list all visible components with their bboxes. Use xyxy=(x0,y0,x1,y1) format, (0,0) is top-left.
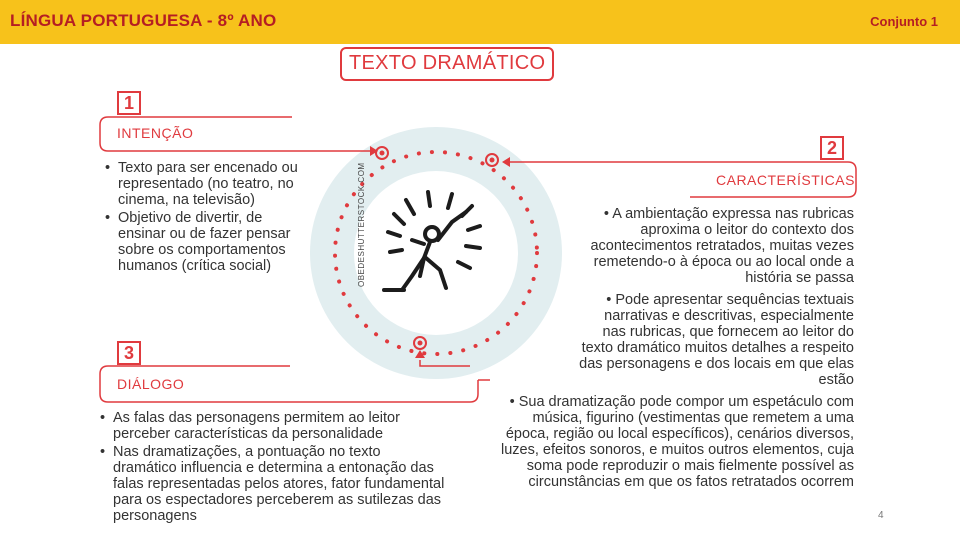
section-1-number: 1 xyxy=(117,91,141,115)
section-2-bullet: • Pode apresentar sequências textuais narrativas e descritivas, especialmente nas rubricas, que fornecem ao leitor do texto dramático muitos detalhes a respeito das personagens e dos locais em que elas estão xyxy=(579,292,854,388)
section-2-heading: CARACTERÍSTICAS xyxy=(716,172,855,188)
page-title: TEXTO DRAMÁTICO xyxy=(349,52,546,74)
inner-circle xyxy=(354,171,518,335)
section-3-heading: DIÁLOGO xyxy=(117,376,185,392)
section-2-number: 2 xyxy=(820,136,844,160)
section-1-text xyxy=(103,160,301,276)
section-2-bullet-text: A ambientação expressa nas rubricas aproxima o leitor do contexto dos acontecimentos retratados, muitas vezes remetendo-o à época ou ao local onde a história se passa xyxy=(590,206,854,286)
section-3-bullet: • As falas das personagens permitem ao leitor perceber características da personalidade xyxy=(98,410,448,442)
section-2-bullet-text: Pode apresentar sequências textuais narrativas e descritivas, especialmente nas rubricas, que fornecem ao leitor do texto dramático muitos detalhes a respeito das personagens e dos locais em que elas estão xyxy=(579,292,854,388)
section-1-heading: INTENÇÃO xyxy=(117,125,194,141)
subject-title: LÍNGUA PORTUGUESA - 8º ANO xyxy=(10,11,277,30)
section-3-number: 3 xyxy=(117,341,141,365)
section-3-text xyxy=(98,410,448,526)
section-2-bullet: • Sua dramatização pode compor um espetáculo com música, figurino (vestimentas que remetem a uma época, região ou local específicos), cenários diversos, luzes, efeitos sonoros, e muitos outros elementos, cuja soma pode reproduzir o mais fielmente possível as circunstâncias em que os fatos retratados ocorrem xyxy=(500,394,854,490)
section-1-bullet: • Objetivo de divertir, de ensinar ou de fazer pensar sobre os comportamentos humanos (crítica social) xyxy=(103,210,301,274)
section-2-bullet-text: Sua dramatização pode compor um espetáculo com música, figurino (vestimentas que remetem a uma época, região ou local específicos), cenários diversos, luzes, efeitos sonoros, e muitos outros elementos, cuja soma pode reproduzir o mais fielmente possível as circunstâncias em que os fatos retratados ocorrem xyxy=(500,394,854,490)
watermark-text: OBEDESHUTTERSTOCK.COM xyxy=(357,162,366,287)
section-1-arrow xyxy=(330,146,378,156)
page-number: 4 xyxy=(878,510,884,521)
section-1-bullet: • Texto para ser encenado ou representado (no teatro, no cinema, na televisão) xyxy=(103,160,301,208)
section-2-bullet: • A ambientação expressa nas rubricas aproxima o leitor do contexto dos acontecimentos retratados, muitas vezes remetendo-o à época ou ao local onde a história se passa xyxy=(590,206,854,286)
section-3-bullet: • Nas dramatizações, a pontuação no texto dramático influencia e determina a entonação das falas representadas pelos atores, fator fundamental para os espectadores perceberem as sutilezas das personagens xyxy=(98,444,448,524)
section-2-text xyxy=(498,206,854,492)
set-label: Conjunto 1 xyxy=(870,14,938,29)
